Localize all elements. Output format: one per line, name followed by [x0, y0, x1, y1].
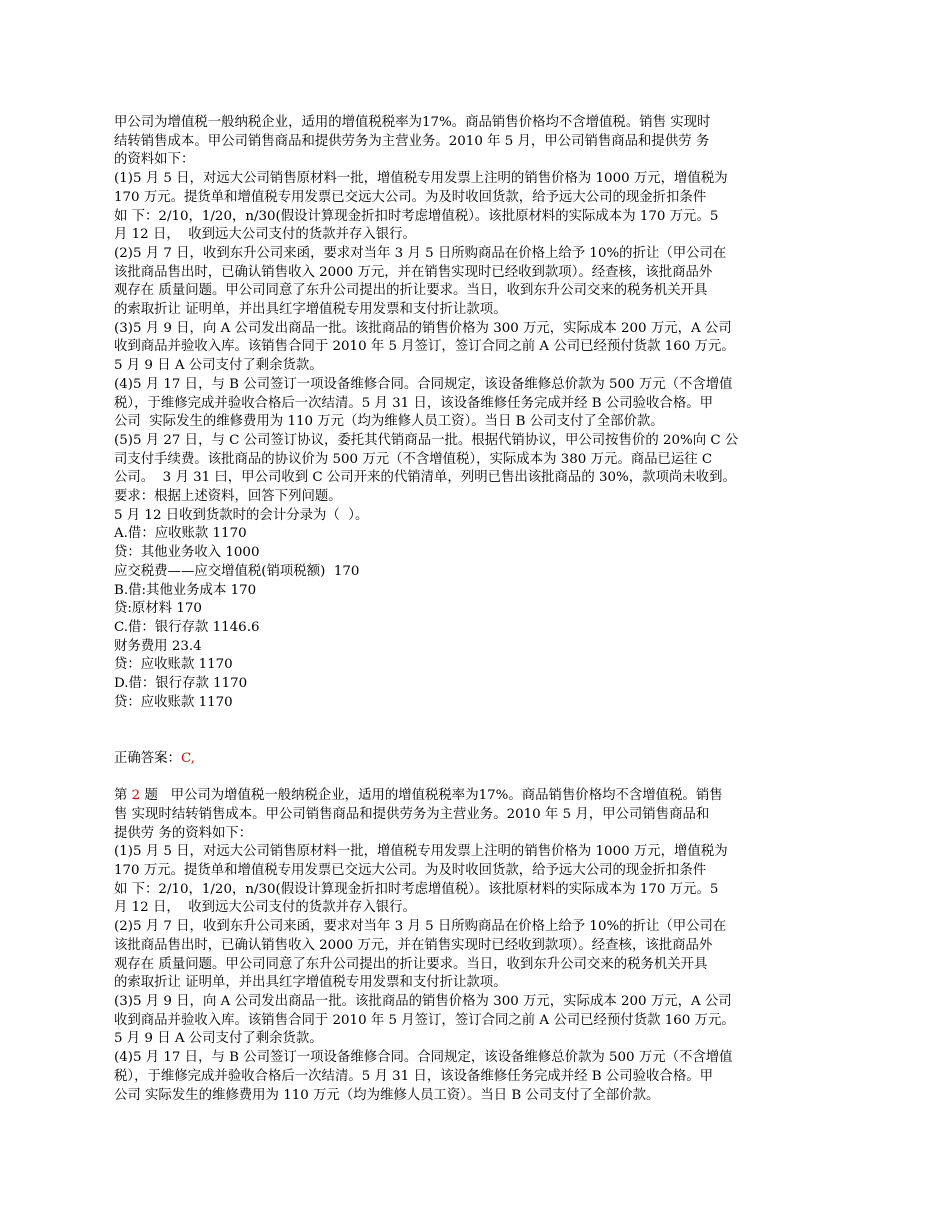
- option-a: A.借：应收账款 1170: [114, 526, 247, 542]
- text-line: 售 实现时结转销售成本。甲公司销售商品和提供劳务为主营业务。2010 年 5 月，甲公司销售商品和: [114, 806, 710, 822]
- text-line: 税），于维修完成并验收合格后一次结清。5 月 31 日，该设备维修任务完成并经 B 公司验收合格。甲: [114, 395, 713, 411]
- text-line: (2)5 月 7 日，收到东升公司来函，要求对当年 3 月 5 日所购商品在价格上给予 10%的折让（甲公司在: [114, 919, 727, 935]
- text-line: 如 下：2/10，1/20，n/30(假设计算现金折扣时考虑增值税）。该批原材料的实际成本为 170 万元。5: [114, 881, 719, 897]
- option-b-line: 贷:原材料 170: [114, 601, 202, 617]
- text-line: 5 月 9 日 A 公司支付了剩余货款。: [114, 1031, 323, 1047]
- text-line: 170 万元。提货单和增值税专用发票已交远大公司。为及时收回货款，给予远大公司的现金折扣条件: [114, 863, 707, 879]
- text-line: 如 下：2/10，1/20，n/30(假设计算现金折扣时考虑增值税）。该批原材料的实际成本为 170 万元。5: [114, 208, 719, 224]
- text-line: 观存在 质量问题。甲公司同意了东升公司提出的折让要求。当日，收到东升公司交来的税务机关开具: [114, 283, 708, 299]
- text-line: 结转销售成本。甲公司销售商品和提供劳务为主营业务。2010 年 5 月，甲公司销售商品和提供劳 务: [114, 133, 710, 149]
- text-line: 提供劳 务的资料如下：: [114, 825, 253, 841]
- text-line: 月 12 日， 收到远大公司支付的货款并存入银行。: [114, 900, 416, 916]
- option-c-line: 贷：应收账款 1170: [114, 657, 233, 673]
- spacer: [114, 769, 844, 788]
- text-line: 观存在 质量问题。甲公司同意了东升公司提出的折让要求。当日，收到东升公司交来的税务机关开具: [114, 956, 708, 972]
- answer-value: C,: [180, 750, 195, 766]
- text-line: (2)5 月 7 日，收到东升公司来函，要求对当年 3 月 5 日所购商品在价格上给予 10%的折让（甲公司在: [114, 245, 727, 261]
- text-line: 该批商品售出时，已确认销售收入 2000 万元，并在销售实现时已经收到款项）。经查核，该批商品外: [114, 264, 713, 280]
- answer-line: [114, 750, 844, 769]
- text-line: 月 12 日， 收到远大公司支付的货款并存入银行。: [114, 227, 416, 243]
- text-line: 收到商品并验收入库。该销售合同于 2010 年 5 月签订，签订合同之前 A 公司已经预付货款 160 万元。: [114, 339, 735, 355]
- text-line: (3)5 月 9 日，向 A 公司发出商品一批。该批商品的销售价格为 300 万元，实际成本 200 万元，A 公司: [114, 320, 732, 336]
- question-prefix: 第: [114, 788, 132, 804]
- text-line: 收到商品并验收入库。该销售合同于 2010 年 5 月签订，签订合同之前 A 公司已经预付货款 160 万元。: [114, 1012, 735, 1028]
- answer-label: 正确答案：: [114, 750, 181, 766]
- text-line: (1)5 月 5 日，对远大公司销售原材料一批，增值税专用发票上注明的销售价格为 1000 万元，增值税为: [114, 171, 728, 187]
- spacer: [114, 713, 844, 732]
- question-2-header: [114, 787, 844, 806]
- option-d: D.借：银行存款 1170: [114, 676, 248, 692]
- requirement-line: 要求：根据上述资料，回答下列问题。: [114, 489, 342, 505]
- text-line: 公司 实际发生的维修费用为 110 万元（均为维修人员工资）。当日 B 公司支付了全部价款。: [114, 414, 664, 430]
- document-page: [114, 114, 844, 1105]
- question-number: 2: [131, 788, 141, 804]
- text-line: 5 月 9 日 A 公司支付了剩余货款。: [114, 358, 323, 374]
- option-c: C.借：银行存款 1146.6: [114, 619, 260, 635]
- text-line: 该批商品售出时，已确认销售收入 2000 万元，并在销售实现时已经收到款项）。经查核，该批商品外: [114, 937, 713, 953]
- option-b: B.借:其他业务成本 170: [114, 582, 257, 598]
- option-a-line: 应交税费——应交增值税(销项税额) 170: [114, 563, 360, 579]
- text-line: 的索取折让 证明单，并出具红字增值税专用发票和支付折让款项。: [114, 975, 507, 991]
- text-line: 司支付手续费。该批商品的协议价为 500 万元（不含增值税），实际成本为 380 万元。商品已运往 C: [114, 451, 713, 467]
- text-line: 税），于维修完成并验收合格后一次结清。5 月 31 日，该设备维修任务完成并经 B 公司验收合格。甲: [114, 1068, 713, 1084]
- text-line: 公司。 3 月 31 曰，甲公司收到 C 公司开来的代销清单，列明已售出该批商品的 30%，款项尚未收到。: [114, 470, 736, 486]
- text-line: (1)5 月 5 日，对远大公司销售原材料一批，增值税专用发票上注明的销售价格为 1000 万元，增值税为: [114, 844, 728, 860]
- text-line: 公司 实际发生的维修费用为 110 万元（均为维修人员工资）。当日 B 公司支付了全部价款。: [114, 1087, 660, 1103]
- text-line: (3)5 月 9 日，向 A 公司发出商品一批。该批商品的销售价格为 300 万元，实际成本 200 万元，A 公司: [114, 994, 732, 1009]
- question-2: [114, 787, 844, 1105]
- text-line: 的索取折让 证明单，并出具红字增值税专用发票和支付折让款项。: [114, 302, 507, 318]
- text-line: (5)5 月 27 日，与 C 公司签订协议，委托其代销商品一批。根据代销协议，甲公司按售价的 20%向 C 公: [114, 432, 739, 448]
- spacer: [114, 731, 844, 750]
- question-2-first-line: 题 甲公司为增值税一般纳税企业，适用的增值税税率为17%。商品销售价格均不含增值税。销售: [140, 788, 723, 804]
- question-1: [114, 114, 844, 787]
- text-line: (4)5 月 17 日，与 B 公司签订一项设备维修合同。合同规定，该设备维修总价款为 500 万元（不含增值: [114, 1050, 733, 1066]
- option-d-line: 贷：应收账款 1170: [114, 694, 233, 710]
- option-a-line: 贷：其他业务收入 1000: [114, 545, 260, 561]
- option-c-line: 财务费用 23.4: [114, 638, 202, 654]
- question-stem: 5 月 12 日收到货款时的会计分录为（ ）。: [114, 507, 369, 523]
- text-line: 的资料如下：: [114, 152, 195, 168]
- text-line: (4)5 月 17 日，与 B 公司签订一项设备维修合同。合同规定，该设备维修总价款为 500 万元（不含增值: [114, 376, 733, 392]
- text-line: 170 万元。提货单和增值税专用发票已交远大公司。为及时收回货款，给予远大公司的现金折扣条件: [114, 189, 707, 205]
- text-line: 甲公司为增值税一般纳税企业，适用的增值税税率为17%。商品销售价格均不含增值税。销售 实现时: [114, 115, 711, 130]
